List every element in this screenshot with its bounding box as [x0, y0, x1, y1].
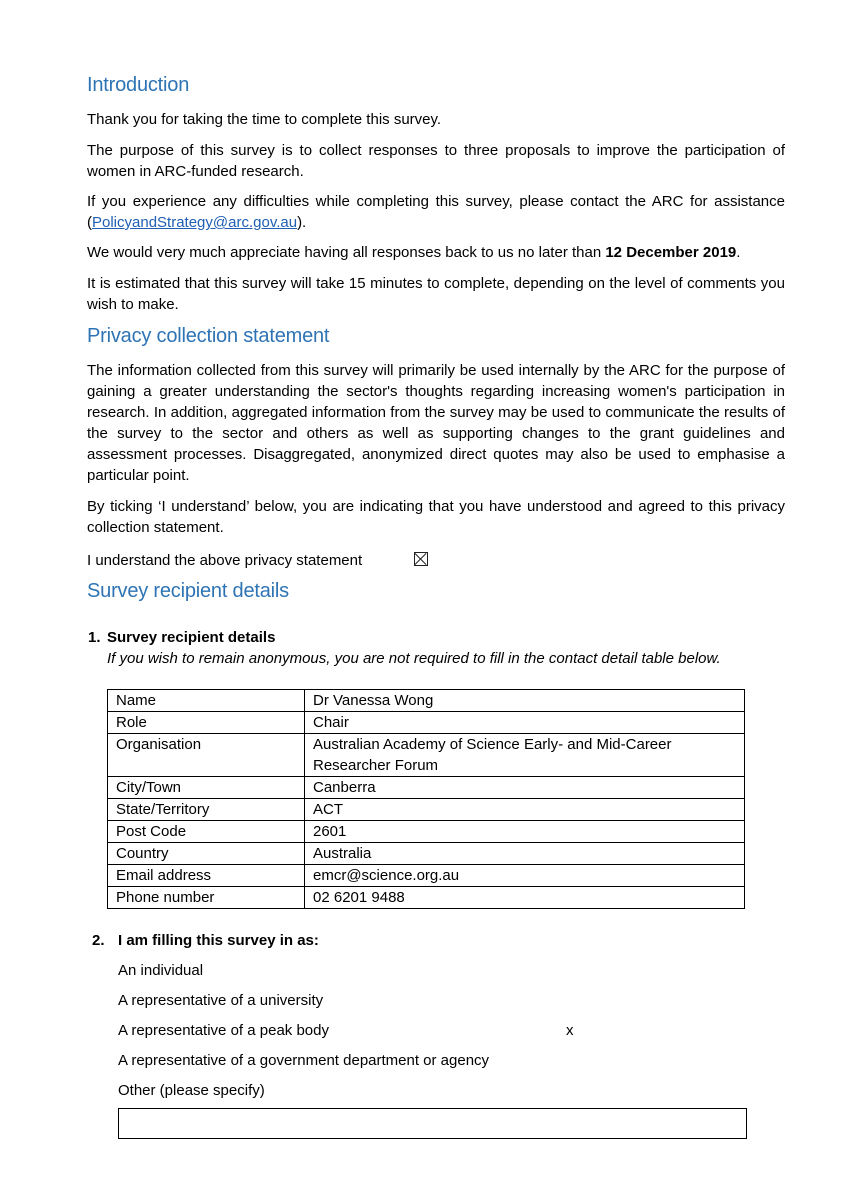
recipient-heading: Survey recipient details [87, 580, 289, 602]
contact-row [108, 843, 745, 865]
intro-contact-text: If you experience any difficulties while completing this survey, please contact the ARC for assistance ( [87, 193, 785, 231]
deadline-end: . [736, 244, 741, 261]
intro-thanks: Thank you for taking the time to complete this survey. [87, 111, 442, 128]
privacy-heading: Privacy collection statement [87, 325, 330, 347]
contact-row [108, 690, 745, 712]
intro-contact-end: ). [297, 214, 307, 231]
option-university[interactable]: A representative of a university [118, 992, 324, 1009]
contact-field-value[interactable]: ACT [305, 799, 745, 821]
contact-row [108, 865, 745, 887]
q1-anonymous-note: If you wish to remain anonymous, you are not required to fill in the contact detail table below. [107, 650, 721, 667]
contact-row [108, 777, 745, 799]
contact-row [108, 887, 745, 909]
q1-title: Survey recipient details [107, 629, 276, 646]
contact-field-value[interactable]: Australia [305, 843, 745, 865]
q2-number: 2. [92, 932, 105, 949]
privacy-statement: The information collected from this survey will primarily be used internally by the ARC for the purpose of gaining a greater understanding the sector's thoughts regarding increasing women's participation in research. In addition, aggregated information from the survey may be used to communicate the results of the survey to the sector and others as well as supporting changes to the grant guidelines and assessment processes. Disaggregated, anonymized direct quotes may also be used to emphasise a particular point. [87, 362, 785, 484]
peak-body-selected-mark: x [566, 1022, 574, 1039]
intro-contact [87, 191, 785, 233]
contact-field-label: Post Code [108, 821, 305, 843]
contact-email-link[interactable]: PolicyandStrategy@arc.gov.au [92, 214, 298, 231]
understand-label: I understand the above privacy statement [87, 552, 363, 569]
option-other[interactable]: Other (please specify) [118, 1082, 265, 1099]
intro-heading: Introduction [87, 74, 190, 96]
option-government[interactable]: A representative of a government department or agency [118, 1052, 490, 1069]
other-specify-input[interactable] [118, 1108, 747, 1139]
deadline-date: 12 December 2019 [605, 244, 737, 261]
option-peak-body[interactable]: A representative of a peak body [118, 1022, 329, 1039]
contact-field-value[interactable]: 2601 [305, 821, 745, 843]
q2-title: I am filling this survey in as: [118, 932, 319, 949]
contact-row [108, 734, 745, 777]
q1-number: 1. [88, 629, 101, 646]
contact-field-label: Email address [108, 865, 305, 887]
understand-checkbox[interactable] [414, 552, 428, 566]
intro-deadline [87, 242, 785, 263]
contact-field-label: Name [108, 690, 305, 712]
contact-details-table [107, 689, 745, 909]
contact-field-label: City/Town [108, 777, 305, 799]
contact-field-value[interactable]: Canberra [305, 777, 745, 799]
contact-field-value[interactable]: 02 6201 9488 [305, 887, 745, 909]
option-individual[interactable]: An individual [118, 962, 204, 979]
intro-purpose: The purpose of this survey is to collect responses to three proposals to improve the participation of women in ARC-funded research. [87, 142, 785, 180]
contact-field-label: State/Territory [108, 799, 305, 821]
contact-row [108, 799, 745, 821]
intro-duration: It is estimated that this survey will take 15 minutes to complete, depending on the level of comments you wish to make. [87, 275, 785, 313]
contact-row [108, 821, 745, 843]
contact-row [108, 712, 745, 734]
contact-field-label: Organisation [108, 734, 305, 777]
contact-field-value[interactable]: Chair [305, 712, 745, 734]
contact-field-label: Role [108, 712, 305, 734]
privacy-consent-text: By ticking ‘I understand’ below, you are indicating that you have understood and agreed to this privacy collection statement. [87, 498, 785, 536]
contact-field-label: Phone number [108, 887, 305, 909]
deadline-text: We would very much appreciate having all responses back to us no later than [87, 244, 606, 261]
contact-field-label: Country [108, 843, 305, 865]
contact-field-value[interactable]: Australian Academy of Science Early- and Mid-Career Researcher Forum [305, 734, 745, 777]
contact-field-value[interactable]: Dr Vanessa Wong [305, 690, 745, 712]
contact-field-value[interactable]: emcr@science.org.au [305, 865, 745, 887]
